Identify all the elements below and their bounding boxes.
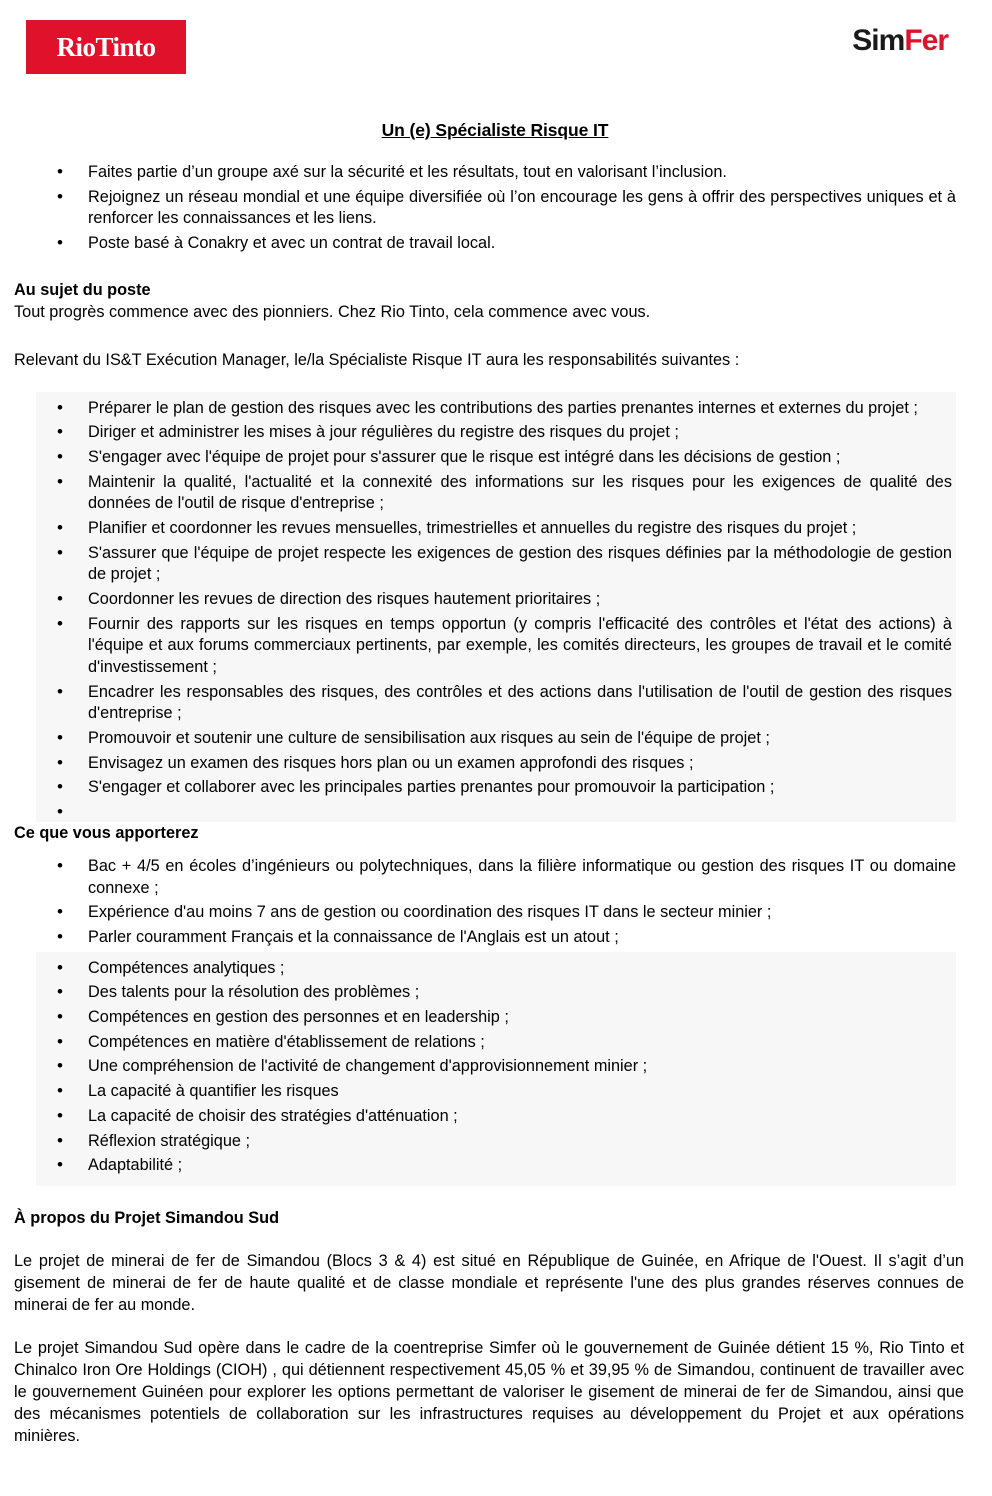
about-project-paragraph-1: Le projet de minerai de fer de Simandou (Blocs 3 & 4) est situé en République de Guinée, en Afrique de l'Ouest. Il s’agit d’un gisement de minerai de fer de haute qualité et de classe mondiale et représente l'une des plus grandes réserves connues de minerai de fer au monde. (14, 1251, 964, 1314)
what-you-bring-shaded (36, 952, 956, 1186)
list-item: • Fournir des rapports sur les risques en temps opportun (y compris l'efficacité des contrôles et l'état des actions) à l'équipe et aux forums commerciaux pertinents, par exemple, les comités directeurs, les groupes de travail et le comité d'investissement ; (36, 614, 956, 679)
list-item: • Faites partie d’un groupe axé sur la sécurité et les résultats, tout en valorisant l’inclusion. (12, 162, 978, 184)
list-item: • Poste basé à Conakry et avec un contrat de travail local. (12, 233, 978, 255)
list-item: • S'assurer que l'équipe de projet respecte les exigences de gestion des risques définies par la méthodologie de gestion de projet ; (36, 543, 956, 586)
list-item: • S'engager et collaborer avec les principales parties prenantes pour promouvoir la participation ; (36, 777, 956, 799)
list-item: • Planifier et coordonner les revues mensuelles, trimestrielles et annuelles du registre des risques du projet ; (36, 518, 956, 540)
simfer-logo-text-sim: Sim (852, 24, 905, 57)
what-you-bring-list-bottom (36, 958, 956, 1177)
document-header (12, 0, 978, 92)
responsibilities-list (36, 398, 956, 816)
list-item: • La capacité à quantifier les risques (36, 1081, 956, 1103)
list-item: • Envisagez un examen des risques hors plan ou un examen approfondi des risques ; (36, 753, 956, 775)
list-item-empty (36, 802, 956, 816)
reporting-line-paragraph: Relevant du IS&T Exécution Manager, le/la Spécialiste Risque IT aura les responsabilités suivantes : (14, 350, 740, 369)
responsibilities-block (36, 392, 956, 822)
list-item: • Parler couramment Français et la connaissance de l'Anglais est un atout ; (12, 927, 978, 949)
page-title: Un (e) Spécialiste Risque IT (381, 120, 609, 140)
section-heading-about-role: Au sujet du poste (14, 280, 151, 299)
riotinto-logo-text: RioTinto (56, 31, 156, 62)
list-item: • Expérience d'au moins 7 ans de gestion ou coordination des risques IT dans le secteur minier ; (12, 902, 978, 924)
list-item: • La capacité de choisir des stratégies d'atténuation ; (36, 1106, 956, 1128)
what-you-bring-list-top (12, 856, 978, 949)
about-project-paragraph-2: Le projet Simandou Sud opère dans le cadre de la coentreprise Simfer où le gouvernement de Guinée détient 15 %, Rio Tinto et Chinalco Iron Ore Holdings (CIOH) , qui détiennent respectivement 45,05 % et 39,95 % de Simandou, continuent de travailler avec le gouvernement Guinéen pour explorer les options permettant de valoriser le gisement de minerai de fer de Simandou, ainsi que des mécanismes potentiels de collaboration sur les infrastructures requises au développement du Projet et aux opérations minières. (14, 1338, 964, 1445)
list-item: • Compétences en matière d'établissement de relations ; (36, 1032, 956, 1054)
simfer-logo (852, 26, 948, 56)
what-you-bring-block (12, 856, 978, 1186)
list-item: • Rejoignez un réseau mondial et une équipe diversifiée où l’on encourage les gens à offrir des perspectives uniques et à renforcer les connaissances et les liens. (12, 187, 978, 230)
list-item: • Maintenir la qualité, l'actualité et la connexité des informations sur les risques pour les exigences de qualité des données de l'outil de risque d'entreprise ; (36, 472, 956, 515)
riotinto-logo (26, 20, 186, 74)
list-item: • Promouvoir et soutenir une culture de sensibilisation aux risques au sein de l'équipe de projet ; (36, 728, 956, 750)
list-item: • Préparer le plan de gestion des risques avec les contributions des parties prenantes internes et externes du projet ; (36, 398, 956, 420)
section-heading-what-you-bring: Ce que vous apporterez (14, 824, 199, 843)
simfer-logo-text-fer: Fer (904, 24, 948, 57)
list-item: • Compétences analytiques ; (36, 958, 956, 980)
list-item: • Des talents pour la résolution des problèmes ; (36, 982, 956, 1004)
list-item: • Réflexion stratégique ; (36, 1131, 956, 1153)
list-item: • Adaptabilité ; (36, 1155, 956, 1177)
what-you-bring-unshaded (12, 856, 978, 949)
list-item: • Encadrer les responsables des risques, des contrôles et des actions dans l'utilisation de l'outil de gestion des risques d'entreprise ; (36, 682, 956, 725)
list-item: • Une compréhension de l'activité de changement d'approvisionnement minier ; (36, 1056, 956, 1078)
list-item: • Compétences en gestion des personnes et en leadership ; (36, 1007, 956, 1029)
list-item: • Bac + 4/5 en écoles d’ingénieurs ou polytechniques, dans la filière informatique ou gestion des risques IT ou domaine connexe ; (12, 856, 978, 899)
list-item: • Coordonner les revues de direction des risques hautement prioritaires ; (36, 589, 956, 611)
section-heading-about-project: À propos du Projet Simandou Sud (14, 1208, 280, 1227)
list-item: • Diriger et administrer les mises à jour régulières du registre des risques du projet ; (36, 422, 956, 444)
intro-bullet-list (12, 162, 978, 255)
list-item: • S'engager avec l'équipe de projet pour s'assurer que le risque est intégré dans les décisions de gestion ; (36, 447, 956, 469)
about-role-paragraph: Tout progrès commence avec des pionniers. Chez Rio Tinto, cela commence avec vous. (14, 302, 651, 321)
